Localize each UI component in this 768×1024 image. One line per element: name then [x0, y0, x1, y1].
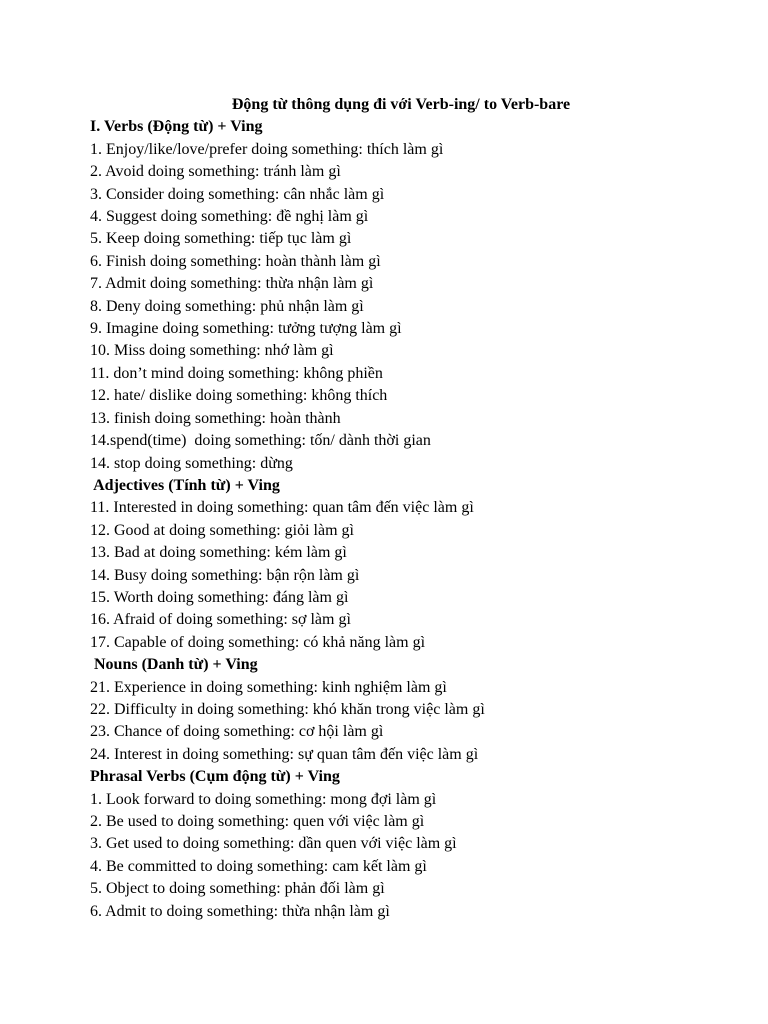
list-item: 23. Chance of doing something: cơ hội làm gì: [90, 723, 384, 741]
list-item: 13. Bad at doing something: kém làm gì: [90, 544, 347, 562]
list-item: 21. Experience in doing something: kinh nghiệm làm gì: [90, 678, 447, 696]
list-item: 3. Consider doing something: cân nhắc làm gì: [90, 185, 385, 203]
list-item: 1. Look forward to doing something: mong đợi làm gì: [90, 790, 437, 808]
section: [90, 766, 730, 923]
list-item: 22. Difficulty in doing something: khó khăn trong việc làm gì: [90, 700, 485, 718]
list-item: 13. finish doing something: hoàn thành: [90, 409, 341, 427]
list-item: 12. Good at doing something: giỏi làm gì: [90, 521, 354, 539]
section-heading: Nouns (Danh từ) + Ving: [90, 656, 258, 674]
list-item: 7. Admit doing something: thừa nhận làm gì: [90, 275, 374, 293]
list-item: 6. Finish doing something: hoàn thành làm gì: [90, 252, 381, 270]
section: [90, 475, 730, 654]
list-item: 5. Object to doing something: phản đối làm gì: [90, 880, 385, 898]
section-heading: Adjectives (Tính từ) + Ving: [90, 476, 280, 494]
list-item: 16. Afraid of doing something: sợ làm gì: [90, 611, 351, 629]
list-item: 24. Interest in doing something: sự quan tâm đến việc làm gì: [90, 745, 479, 763]
list-item: 11. don’t mind doing something: không phiền: [90, 364, 383, 382]
section-heading: I. Verbs (Động từ) + Ving: [90, 118, 263, 136]
list-item: 14.spend(time) doing something: tốn/ dành thời gian: [90, 432, 431, 450]
list-item: 5. Keep doing something: tiếp tục làm gì: [90, 230, 352, 248]
list-item: 14. stop doing something: dừng: [90, 454, 293, 472]
list-item: 6. Admit to doing something: thừa nhận làm gì: [90, 902, 390, 920]
list-item: 2. Be used to doing something: quen với việc làm gì: [90, 813, 425, 830]
list-item: 15. Worth doing something: đáng làm gì: [90, 588, 349, 606]
list-item: 14. Busy doing something: bận rộn làm gì: [90, 566, 360, 584]
list-item: 3. Get used to doing something: dần quen với việc làm gì: [90, 835, 457, 853]
list-item: 2. Avoid doing something: tránh làm gì: [90, 163, 341, 181]
section: [90, 116, 730, 475]
document-content: [90, 94, 730, 923]
sections-container: [90, 116, 730, 923]
section-heading: Phrasal Verbs (Cụm động từ) + Ving: [90, 768, 340, 786]
list-item: 12. hate/ dislike doing something: không thích: [90, 387, 388, 405]
list-item: 17. Capable of doing something: có khả năng làm gì: [90, 633, 426, 651]
list-item: 9. Imagine doing something: tưởng tượng làm gì: [90, 320, 402, 338]
list-item: 1. Enjoy/like/love/prefer doing something: thích làm gì: [90, 140, 444, 158]
list-item: 8. Deny doing something: phủ nhận làm gì: [90, 297, 364, 315]
list-item: 4. Be committed to doing something: cam kết làm gì: [90, 857, 427, 875]
list-item: 10. Miss doing something: nhớ làm gì: [90, 342, 334, 360]
list-item: 4. Suggest doing something: đề nghị làm gì: [90, 208, 369, 226]
document-title: Động từ thông dụng đi với Verb-ing/ to Verb-bare: [231, 96, 571, 113]
list-item: 11. Interested in doing something: quan tâm đến việc làm gì: [90, 499, 474, 517]
section: [90, 654, 730, 766]
